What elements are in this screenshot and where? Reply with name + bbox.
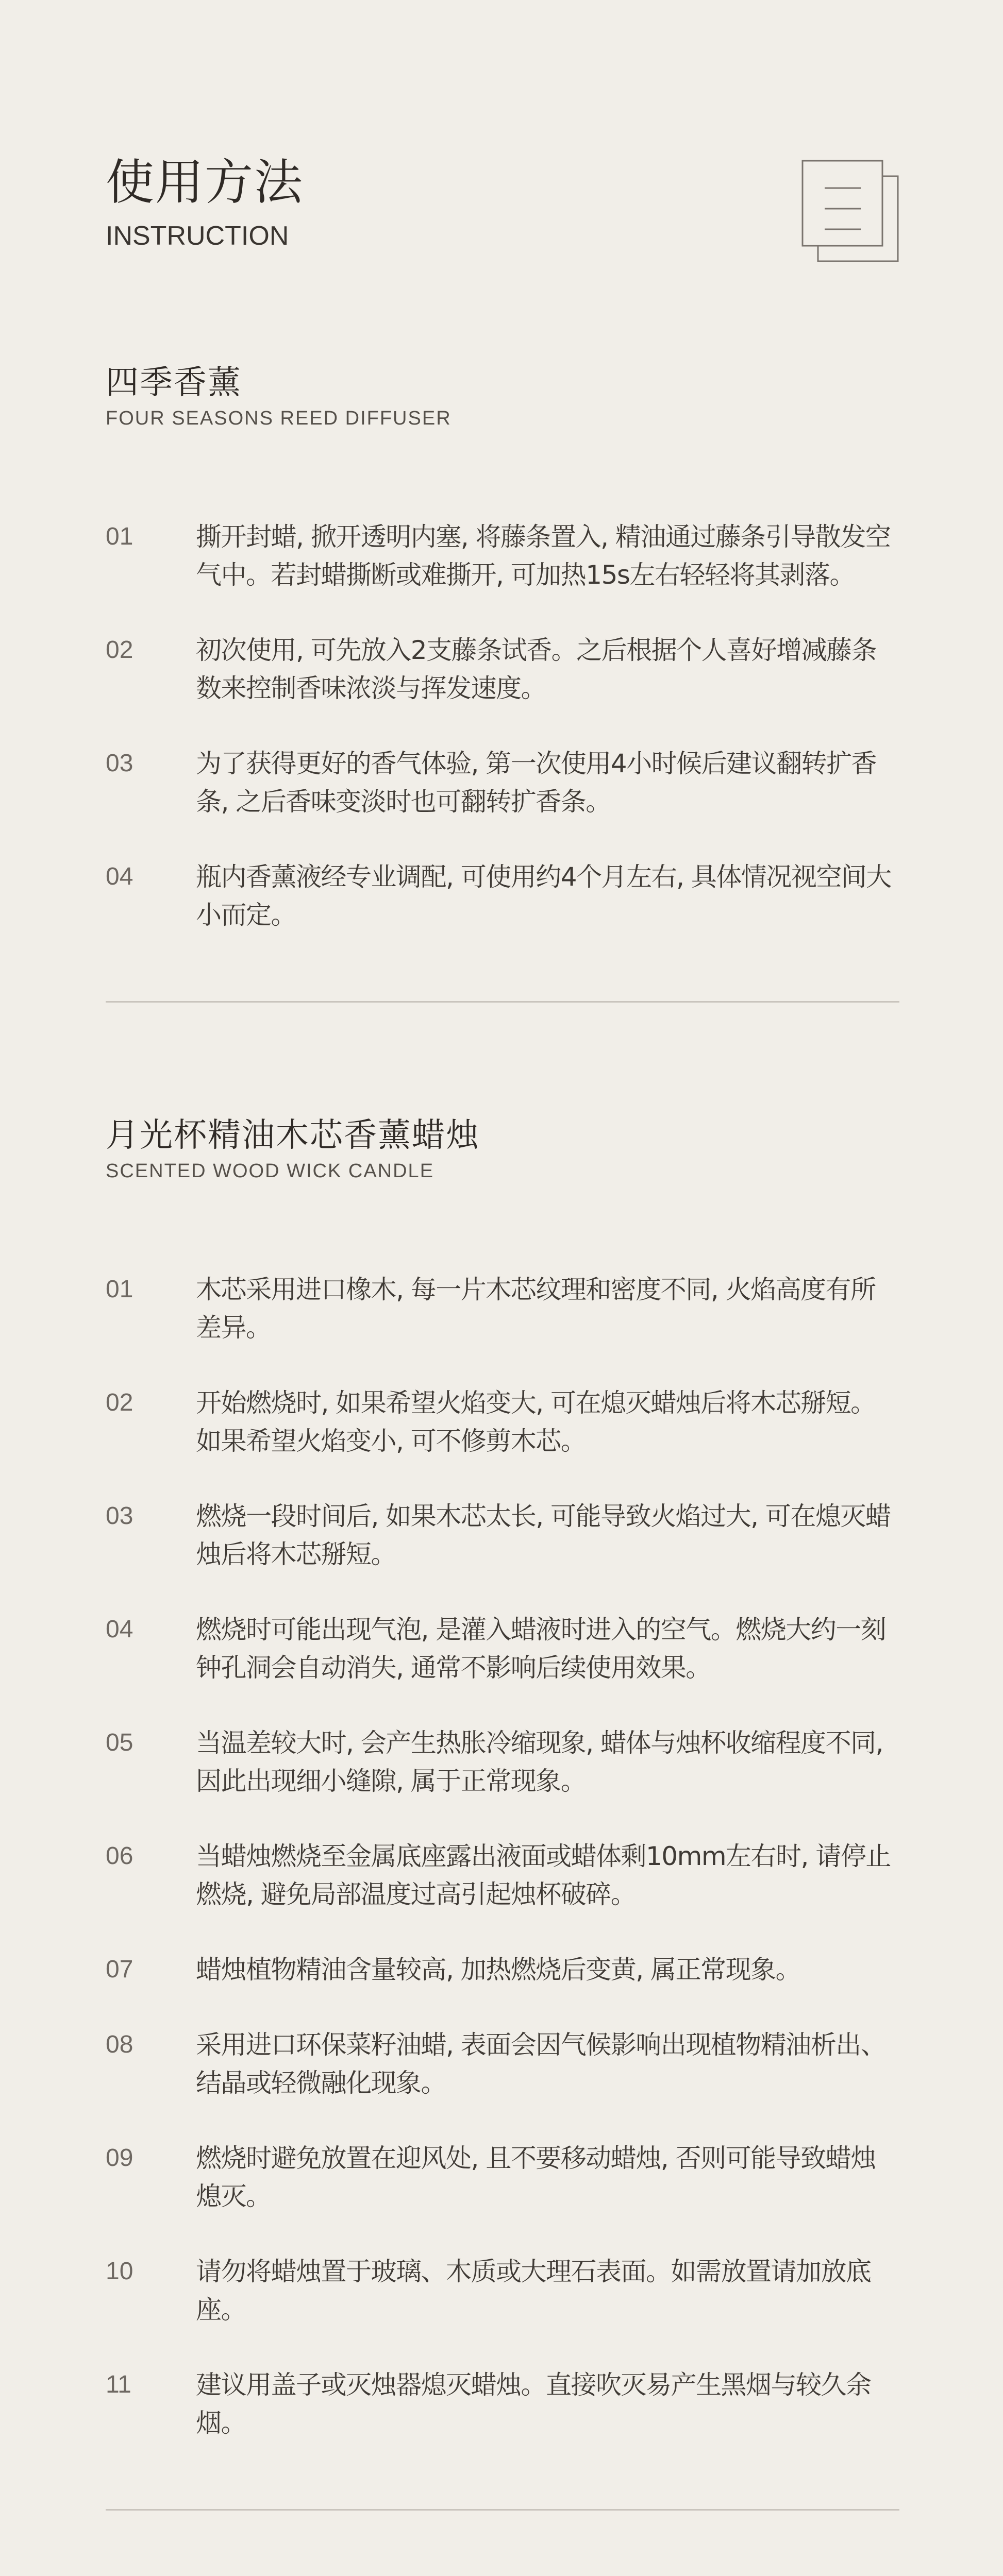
item-number: 01 (106, 523, 133, 550)
item-text: 开始燃烧时, 如果希望火焰变大, 可在熄灭蜡烛后将木芯掰短。如果希望火焰变小, 可不修剪木芯。 (196, 1388, 876, 1456)
document-icon (801, 160, 899, 263)
instruction-page (106, 0, 899, 2576)
list-item (106, 2366, 899, 2442)
list-item (106, 1951, 899, 1989)
page-header (106, 0, 899, 273)
list-item (106, 858, 899, 934)
section-subtitle: SCENTED WOOD WICK CANDLE (106, 1160, 434, 1182)
section-reed-diffuser (106, 363, 899, 1003)
item-number: 11 (106, 2371, 131, 2398)
item-number: 08 (106, 2031, 133, 2058)
list-item (106, 2026, 899, 2102)
section-title: 四季香薰 (106, 364, 242, 402)
list-item (106, 2139, 899, 2215)
section-divider (106, 2509, 899, 2511)
item-text: 当温差较大时, 会产生热胀冷缩现象, 蜡体与烛杯收缩程度不同, 因此出现细小缝隙, 属于正常现象。 (196, 1728, 883, 1796)
item-text: 瓶内香薰液经专业调配, 可使用约4个月左右, 具体情况视空间大小而定。 (196, 862, 891, 930)
instruction-list (106, 1270, 899, 2442)
page-title: 使用方法 (106, 155, 304, 211)
list-item (106, 1384, 899, 1460)
item-number: 03 (106, 750, 133, 777)
item-text: 初次使用, 可先放入2支藤条试香。之后根据个人喜好增减藤条数来控制香味浓淡与挥发速度。 (196, 635, 877, 703)
item-number: 02 (106, 1389, 133, 1416)
item-text: 木芯采用进口橡木, 每一片木芯纹理和密度不同, 火焰高度有所差异。 (196, 1275, 876, 1343)
section-wood-wick-candle (106, 1116, 899, 2511)
list-item (106, 1837, 899, 1913)
list-item (106, 631, 899, 707)
item-number: 07 (106, 1956, 133, 1983)
item-text: 燃烧一段时间后, 如果木芯太长, 可能导致火焰过大, 可在熄灭蜡烛后将木芯掰短。 (196, 1501, 891, 1569)
section-title: 月光杯精油木芯香薰蜡烛 (106, 1116, 480, 1155)
item-text: 请勿将蜡烛置于玻璃、木质或大理石表面。如需放置请加放底座。 (196, 2257, 871, 2325)
item-text: 当蜡烛燃烧至金属底座露出液面或蜡体剩10mm左右时, 请停止燃烧, 避免局部温度过高引起烛杯破碎。 (196, 1841, 891, 1909)
item-number: 05 (106, 1729, 133, 1756)
item-text: 燃烧时可能出现气泡, 是灌入蜡液时进入的空气。燃烧大约一刻钟孔洞会自动消失, 通常不影响后续使用效果。 (196, 1615, 886, 1683)
section-divider (106, 1001, 899, 1003)
instruction-list (106, 518, 899, 934)
list-item (106, 1270, 899, 1347)
item-text: 燃烧时避免放置在迎风处, 且不要移动蜡烛, 否则可能导致蜡烛熄灭。 (196, 2143, 876, 2211)
item-number: 06 (106, 1842, 133, 1870)
item-text: 采用进口环保菜籽油蜡, 表面会因气候影响出现植物精油析出、结晶或轻微融化现象。 (196, 2030, 886, 2098)
item-number: 01 (106, 1276, 133, 1303)
item-number: 02 (106, 636, 133, 664)
item-number: 10 (106, 2258, 133, 2285)
item-number: 04 (106, 863, 133, 890)
item-text: 撕开封蜡, 掀开透明内塞, 将藤条置入, 精油通过藤条引导散发空气中。若封蜡撕断或难撕开, 可加热15s左右轻轻将其剥落。 (196, 522, 891, 590)
page-subtitle: INSTRUCTION (106, 221, 289, 251)
item-text: 为了获得更好的香气体验, 第一次使用4小时候后建议翻转扩香条, 之后香味变淡时也可翻转扩香条。 (196, 749, 877, 817)
item-text: 建议用盖子或灭烛器熄灭蜡烛。直接吹灭易产生黑烟与较久余烟。 (196, 2370, 871, 2438)
list-item (106, 518, 899, 594)
list-item (106, 1724, 899, 1800)
item-text: 蜡烛植物精油含量较高, 加热燃烧后变黄, 属正常现象。 (196, 1955, 801, 1985)
list-item (106, 744, 899, 821)
list-item (106, 1497, 899, 1573)
item-number: 04 (106, 1616, 133, 1643)
list-item (106, 1611, 899, 1687)
item-number: 03 (106, 1502, 133, 1530)
section-subtitle: FOUR SEASONS REED DIFFUSER (106, 408, 452, 429)
list-item (106, 2252, 899, 2329)
item-number: 09 (106, 2144, 133, 2172)
